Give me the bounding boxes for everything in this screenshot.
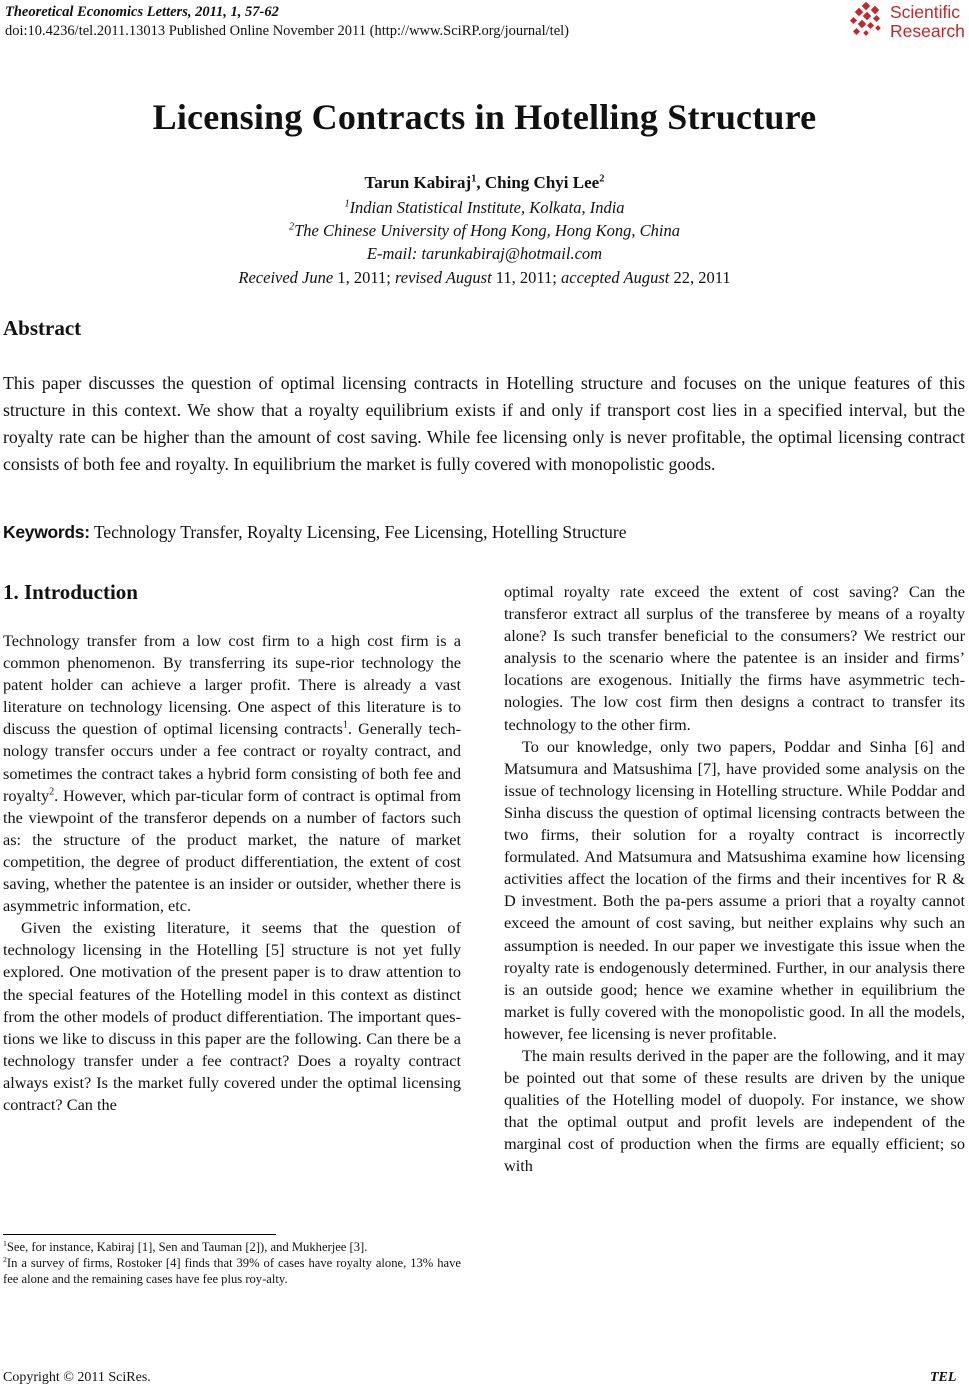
publisher-logo [848, 2, 968, 42]
journal-abbreviation: TEL [930, 1370, 957, 1385]
email-line: E-mail: tarunkabiraj@hotmail.com [366, 244, 603, 263]
paragraph: Given the existing literature, it seems that the question of technology licensing in the Hotelling [5] structure is not yet fully explored. One motivation of the present paper is to draw attention to the special features of the Hotelling model in this context as distinct from the other models of product differentiation. The important ques-tions we like to discuss in this paper are the following. Can there be a technology transfer under a fee contract? Does a royalty contract always exist? Is the market fully covered under the optimal licensing contract? Can the [3, 918, 461, 1114]
doi-line: doi:10.4236/tel.2011.13013 Published Online November 2011 (http://www.SciRP.org/journal/tel) [5, 23, 569, 39]
affiliation-mark: 1 [471, 173, 477, 185]
copyright-notice: Copyright © 2011 SciRes. [3, 1370, 151, 1385]
right-column [504, 581, 965, 1178]
author-name: Ching Chyi Lee [484, 173, 600, 192]
footnote-ref: 2 [49, 786, 55, 798]
history-line: Received June 1, 2011; revised August 11, 2011; accepted August 22, 2011 [238, 268, 731, 287]
email-address: tarunkabiraj@hotmail.com [421, 244, 603, 263]
left-column [3, 630, 461, 1116]
keywords-label: Keywords: [3, 522, 90, 542]
abstract-text: This paper discusses the question of optimal licensing contracts in Hotelling structure and focuses on the unique features of this structure in this context. We show that a royalty equilibrium exists if and only if transport cost lies in a specified interval, but the royalty rate can be higher than the amount of cost saving. While fee licensing only is never profitable, the optimal licensing contract consists of both fee and royalty. In equilibrium the market is fully covered with monopolistic goods. [3, 373, 965, 474]
affiliation-mark: 2 [599, 173, 605, 185]
keywords-text: Technology Transfer, Royalty Licensing, Fee Licensing, Hotelling Structure [93, 522, 627, 542]
paragraph: Technology transfer from a low cost firm to a high cost firm is a common phenomenon. By transferring its supe-rior technology the patent holder can achieve a larger profit. There is already a vast literature on technology licensing. One aspect of this literature is to discuss the question of optimal licensing contracts$^1$. Generally tech-nology transfer occurs under a fee contract or royalty contract, and sometimes the contract takes a hybrid form consisting of both fee and royalty$^2$. However, which par-ticular form of contract is optimal from the viewpoint of the transferor depends on a number of factors such as: the structure of the product market, the nature of market competition, the degree of product differentiation, the extent of cost saving, whether the patentee is an insider or outsider, whether there is asymmetric information, etc. [3, 631, 462, 916]
logo-wordmark: Scientific Research [890, 2, 965, 41]
author-line: Tarun Kabiraj$^1$, Ching Chyi Lee$^2$ [364, 173, 605, 192]
affiliation-2: $^2$The Chinese University of Hong Kong, Hong Kong, China [288, 221, 680, 240]
scientific-research-logo-icon [848, 2, 888, 42]
section-heading-introduction: 1. Introduction [3, 580, 138, 604]
footnote-ref: 1 [342, 719, 348, 731]
paper-title: Licensing Contracts in Hotelling Structure [152, 97, 817, 137]
paragraph: optimal royalty rate exceed the extent of cost saving? Can the transferor extract all surplus of the transferee by means of a royalty alone? Is such transfer beneficial to the consumers? We restrict our analysis to the scenario where the patentee is an insider and firms’ locations are exogenous. Initially the firms have asymmetric tech-nologies. The low cost firm then designs a contract to transfer its technology to the other firm. [504, 582, 965, 734]
author-name: Tarun Kabiraj [364, 173, 472, 192]
footnotes [3, 1239, 461, 1287]
footnote-2: $^2$In a survey of firms, Rostoker [4] finds that 39% of cases have royalty alone, 13% have fee alone and the remaining cases have fee plus roy-alty. [3, 1254, 461, 1286]
abstract-heading: Abstract [3, 316, 82, 340]
affiliation-1: $^1$Indian Statistical Institute, Kolkata, India [344, 198, 625, 217]
footnote-rule [3, 1234, 276, 1235]
keywords-line [3, 522, 627, 543]
paragraph: The main results derived in the paper are the following, and it may be pointed out that some of these results are driven by the unique qualities of the Hotelling model of duopoly. For instance, we show that the optimal output and profit levels are independent of the marginal cost of production when the firms are equally efficient; so with [504, 1045, 965, 1176]
footnote-1: $^1$See, for instance, Kabiraj [1], Sen and Tauman [2]), and Mukherjee [3]. [3, 1238, 368, 1254]
paragraph: To our knowledge, only two papers, Poddar and Sinha [6] and Matsumura and Matsushima [7], have provided some analysis on the issue of technology licensing in Hotelling structure. While Poddar and Sinha discuss the question of optimal licensing contracts between the two firms, their solution for a royalty contract is incorrectly formulated. And Matsumura and Matsushima examine how licensing activities affect the location of the firms and their incentives for R & D investment. Both the pa-pers assume a priori that a royalty cannot exceed the amount of cost saving, but neither explains why such an assumption is needed. In our paper we investigate this issue when the royalty rate is endogenously determined. Further, in our analysis there is an outside good; hence we examine whether in equilibrium the market is fully covered with the monopolistic good. In all the models, however, fee licensing is never profitable. [504, 736, 965, 1043]
journal-citation: Theoretical Economics Letters, 2011, 1, 57-62 [5, 4, 279, 20]
